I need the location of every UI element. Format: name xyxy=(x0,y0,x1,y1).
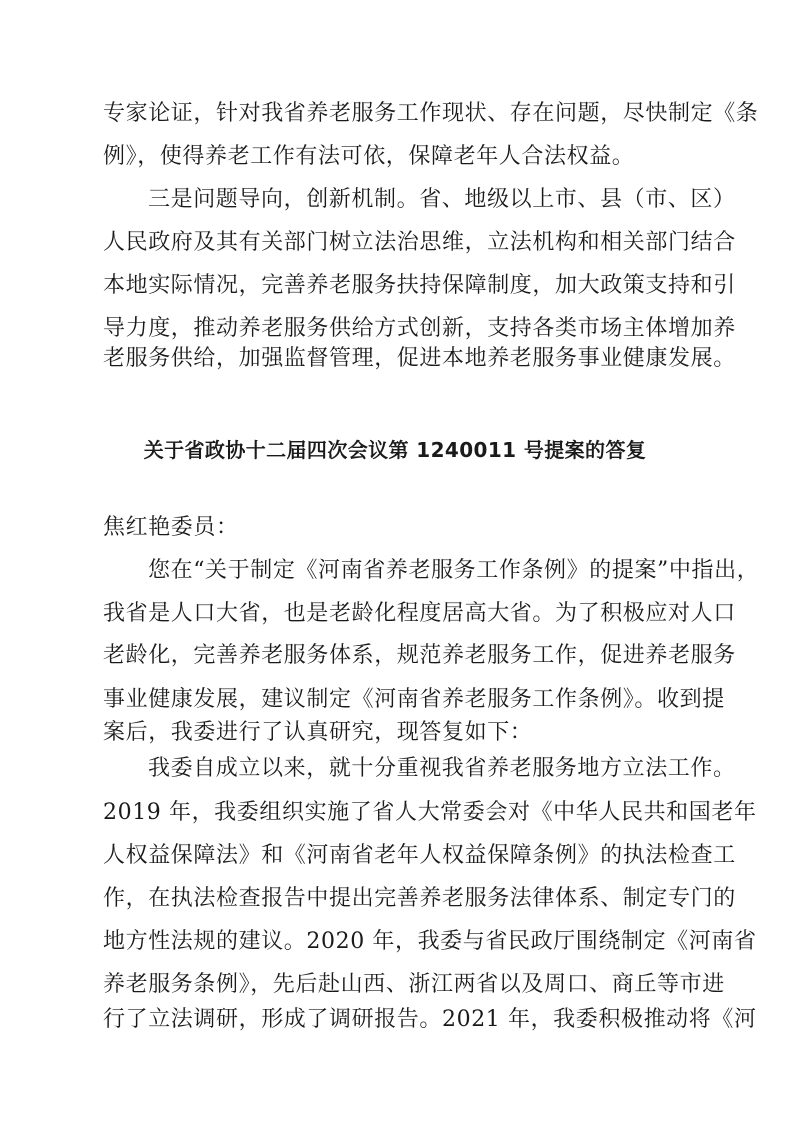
intro-line-7: 老服务供给，加强监督管理，促进本地养老服务事业健康发展。 xyxy=(103,346,736,371)
intro-line-3: 三是问题导向，创新机制。省、地级以上市、县（市、区） xyxy=(148,187,736,212)
intro-line-6: 导力度，推动养老服务供给方式创新，支持各类市场主体增加养 xyxy=(103,316,736,341)
body-line-1: 您在“关于制定《河南省养老服务工作条例》的提案”中指出， xyxy=(148,558,760,583)
intro-line-1: 专家论证，针对我省养老服务工作现状、存在问题，尽快制定《条 xyxy=(103,101,759,126)
intro-line-2: 例》，使得养老工作有法可依，保障老年人合法权益。 xyxy=(103,144,635,169)
body-line-8: 人权益保障法》和《河南省老年人权益保障条例》的执法检查工 xyxy=(103,843,736,868)
body-line-10: 地方性法规的建议。2020 年，我委与省民政厅围绕制定《河南省 xyxy=(103,929,757,954)
reply-title: 关于省政协十二届四次会议第 1240011 号提案的答复 xyxy=(143,438,647,462)
intro-line-5: 本地实际情况，完善养老服务扶持保障制度，加大政策支持和引 xyxy=(103,273,736,298)
body-line-2: 我省是人口大省，也是老龄化程度居高大省。为了积极应对人口 xyxy=(103,601,736,626)
salutation: 焦红艳委员： xyxy=(103,515,239,540)
body-line-4: 事业健康发展，建议制定《河南省养老服务工作条例》。收到提 xyxy=(103,687,725,712)
body-line-9: 作，在执法检查报告中提出完善养老服务法律体系、制定专门的 xyxy=(103,886,736,911)
intro-line-4: 人民政府及其有关部门树立法治思维，立法机构和相关部门结合 xyxy=(103,230,736,255)
body-line-3: 老龄化，完善养老服务体系，规范养老服务工作，促进养老服务 xyxy=(103,643,736,668)
body-line-5: 案后，我委进行了认真研究，现答复如下： xyxy=(103,720,533,745)
body-line-12: 行了立法调研，形成了调研报告。2021 年，我委积极推动将《河 xyxy=(103,1007,757,1032)
body-line-11: 养老服务条例》，先后赴山西、浙江两省以及周口、商丘等市进 xyxy=(103,972,725,997)
body-line-6: 我委自成立以来，就十分重视我省养老服务地方立法工作。 xyxy=(148,756,736,781)
body-line-7: 2019 年，我委组织实施了省人大常委会对《中华人民共和国老年 xyxy=(103,800,757,825)
